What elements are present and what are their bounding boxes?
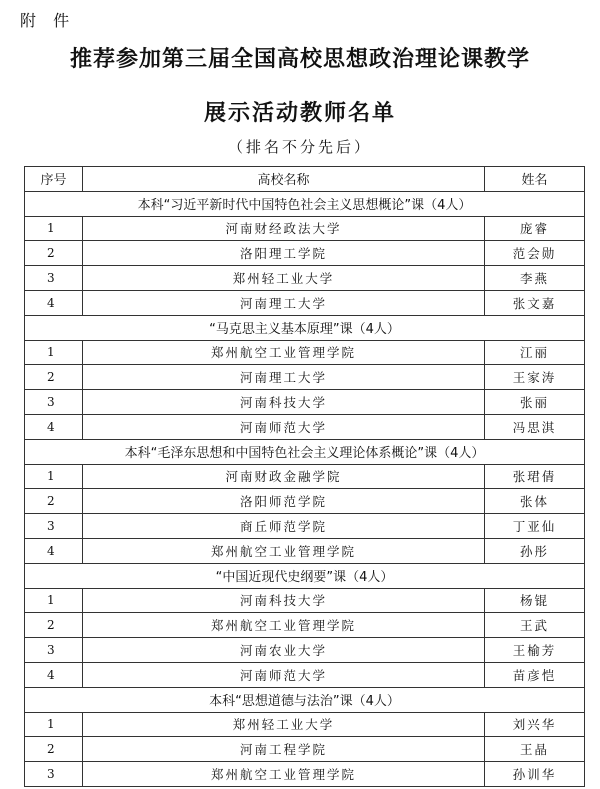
- table-row: [25, 340, 585, 365]
- school-name: 郑州轻工业大学: [83, 712, 485, 737]
- school-name: 商丘师范学院: [83, 514, 485, 539]
- school-name: 河南工程学院: [83, 737, 485, 762]
- school-name: 郑州轻工业大学: [83, 266, 485, 291]
- row-index: 3: [25, 762, 83, 787]
- section-title: 本科“毛泽东思想和中国特色社会主义理论体系概论”课（4人）: [25, 439, 585, 464]
- school-name: 郑州航空工业管理学院: [83, 340, 485, 365]
- document-title-line-2: 展示活动教师名单: [203, 101, 396, 126]
- school-name: 洛阳师范学院: [83, 489, 485, 514]
- school-name: 洛阳理工学院: [83, 241, 485, 266]
- row-index: 2: [25, 737, 83, 762]
- row-index: 1: [25, 464, 83, 489]
- teacher-name: 张体: [485, 489, 585, 514]
- table-row: [25, 538, 585, 563]
- teacher-name: 孙训华: [485, 762, 585, 787]
- school-name: 河南科技大学: [83, 588, 485, 613]
- teacher-name: 丁亚仙: [485, 514, 585, 539]
- table-row: [25, 290, 585, 315]
- table-row: [25, 216, 585, 241]
- table-row: [25, 712, 585, 737]
- row-index: 2: [25, 613, 83, 638]
- teacher-name: 王榆芳: [485, 638, 585, 663]
- school-name: 郑州航空工业管理学院: [83, 538, 485, 563]
- teacher-name: 张丽: [485, 390, 585, 415]
- table-header-row: [25, 167, 585, 192]
- school-name: 河南财经政法大学: [83, 216, 485, 241]
- document-subtitle: （排名不分先后）: [227, 138, 372, 156]
- school-name: 河南理工大学: [83, 365, 485, 390]
- teacher-list-table: [24, 166, 585, 787]
- table-row: [25, 414, 585, 439]
- row-index: 4: [25, 290, 83, 315]
- row-index: 4: [25, 414, 83, 439]
- school-name: 河南师范大学: [83, 662, 485, 687]
- column-header-name: 姓名: [485, 167, 585, 192]
- column-header-index: 序号: [25, 167, 83, 192]
- section-header-row: [25, 687, 585, 712]
- table-row: [25, 365, 585, 390]
- row-index: 2: [25, 241, 83, 266]
- row-index: 3: [25, 266, 83, 291]
- teacher-name: 李燕: [485, 266, 585, 291]
- table-row: [25, 613, 585, 638]
- document-title-line-1: 推荐参加第三届全国高校思想政治理论课教学: [69, 47, 530, 72]
- section-header-row: [25, 439, 585, 464]
- row-index: 1: [25, 712, 83, 737]
- school-name: 郑州航空工业管理学院: [83, 762, 485, 787]
- teacher-name: 刘兴华: [485, 712, 585, 737]
- teacher-name: 江丽: [485, 340, 585, 365]
- table-row: [25, 241, 585, 266]
- row-index: 3: [25, 514, 83, 539]
- teacher-name: 冯思淇: [485, 414, 585, 439]
- section-title: 本科“思想道德与法治”课（4人）: [25, 687, 585, 712]
- school-name: 河南师范大学: [83, 414, 485, 439]
- teacher-name: 杨锟: [485, 588, 585, 613]
- teacher-name: 王家涛: [485, 365, 585, 390]
- table-row: [25, 390, 585, 415]
- school-name: 郑州航空工业管理学院: [83, 613, 485, 638]
- column-header-school: 高校名称: [83, 167, 485, 192]
- table-row: [25, 588, 585, 613]
- table-row: [25, 489, 585, 514]
- row-index: 1: [25, 340, 83, 365]
- section-header-row: [25, 315, 585, 340]
- section-header-row: [25, 191, 585, 216]
- section-header-row: [25, 563, 585, 588]
- section-title: 本科“习近平新时代中国特色社会主义思想概论”课（4人）: [25, 191, 585, 216]
- table-row: [25, 662, 585, 687]
- teacher-name: 苗彦恺: [485, 662, 585, 687]
- section-title: “中国近现代史纲要”课（4人）: [25, 563, 585, 588]
- school-name: 河南农业大学: [83, 638, 485, 663]
- row-index: 3: [25, 390, 83, 415]
- school-name: 河南科技大学: [83, 390, 485, 415]
- row-index: 3: [25, 638, 83, 663]
- teacher-name: 王武: [485, 613, 585, 638]
- section-title: “马克思主义基本原理”课（4人）: [25, 315, 585, 340]
- teacher-name: 范会勋: [485, 241, 585, 266]
- row-index: 4: [25, 538, 83, 563]
- table-row: [25, 762, 585, 787]
- row-index: 4: [25, 662, 83, 687]
- table-row: [25, 514, 585, 539]
- row-index: 2: [25, 489, 83, 514]
- teacher-name: 张珺倩: [485, 464, 585, 489]
- table-row: [25, 464, 585, 489]
- teacher-name: 张文嘉: [485, 290, 585, 315]
- row-index: 1: [25, 216, 83, 241]
- row-index: 2: [25, 365, 83, 390]
- attachment-label: 附 件: [20, 11, 76, 30]
- teacher-name: 庞睿: [485, 216, 585, 241]
- row-index: 1: [25, 588, 83, 613]
- table-row: [25, 266, 585, 291]
- teacher-name: 孙彤: [485, 538, 585, 563]
- teacher-name: 王晶: [485, 737, 585, 762]
- table-row: [25, 737, 585, 762]
- school-name: 河南财政金融学院: [83, 464, 485, 489]
- school-name: 河南理工大学: [83, 290, 485, 315]
- table-row: [25, 638, 585, 663]
